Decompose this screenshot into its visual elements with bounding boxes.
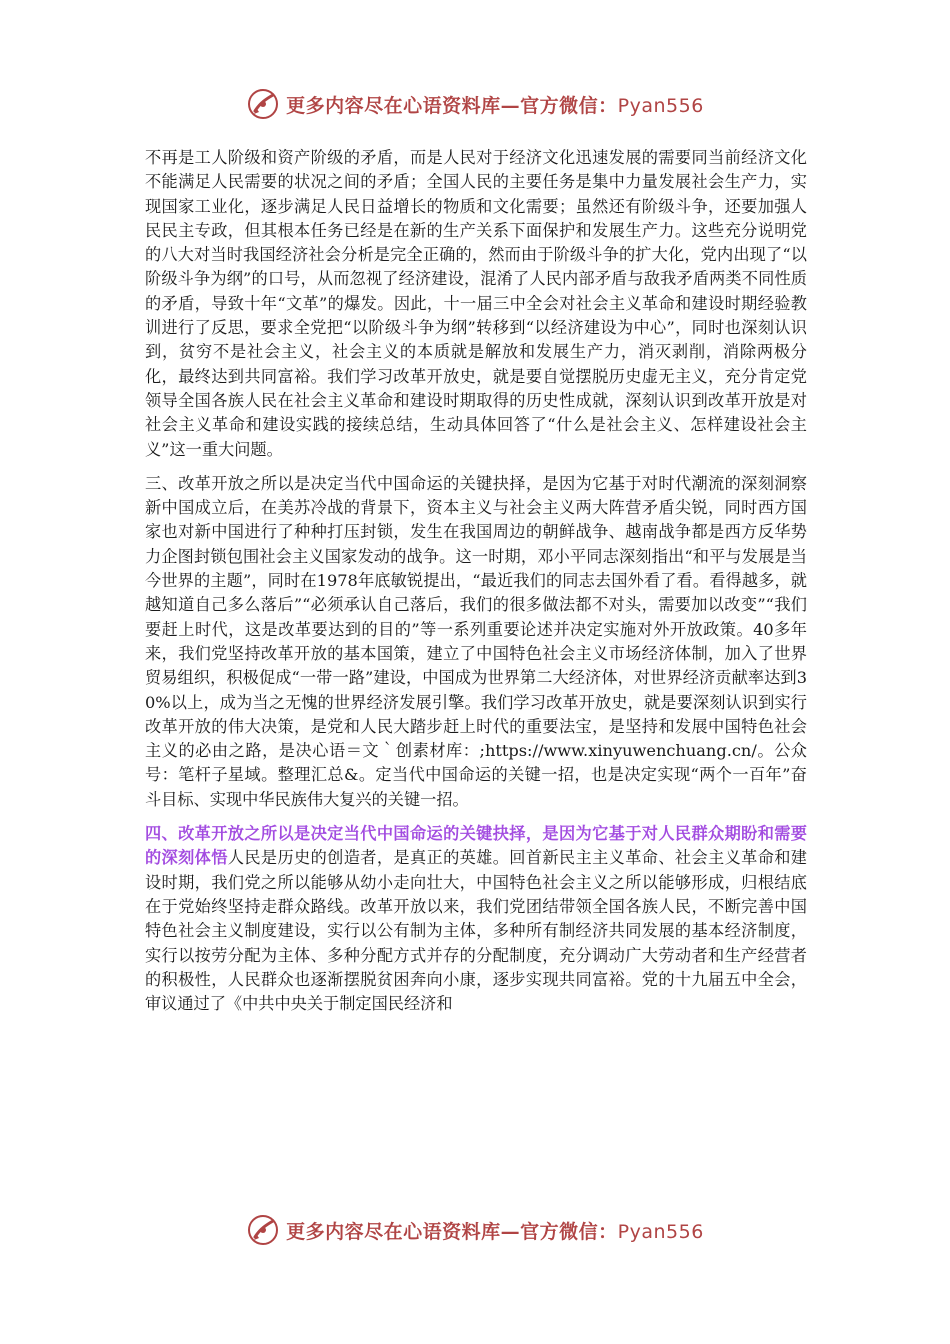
banner-text: 更多内容尽在心语资料库—官方微信：Pyan556 <box>286 1220 704 1243</box>
paragraph-3-text: 人民是历史的创造者，是真正的英雄。回首新民主主义革命、社会主义革命和建设时期，我们党之所以能够从幼小走向壮大，中国特色社会主义之所以能够形成，归根结底在于党始终坚持走群众路线。改革开放以来，我们党团结带领全国各族人民，不断完善中国特色社会主义制度建设，实行以公有制为主体，多种所有制经济共同发展的基本经济制度，实行以按劳分配为主体、多种分配方式并存的分配制度，充分调动广大劳动者和生产经营者的积极性，人民群众也逐渐摆脱贫困奔向小康，逐步实现共同富裕。党的十九届五中全会，审议通过了《中共中央关于制定国民经济和 <box>145 848 807 1014</box>
pen-stamp-logo-icon <box>246 87 280 121</box>
banner-text: 更多内容尽在心语资料库—官方微信：Pyan556 <box>286 94 704 117</box>
pen-stamp-logo-icon <box>246 1213 280 1247</box>
paragraph-2-text: 三、改革开放之所以是决定当代中国命运的关键抉择，是因为它基于对时代潮流的深刻洞察新中国成立后，在美苏冷战的背景下，资本主义与社会主义两大阵营矛盾尖锐，同时西方国家也对新中国进行了种种打压封锁，发生在我国周边的朝鲜战争、越南战争都是西方反华势力企图封锁包围社会主义国家发动的战争。这一时期，邓小平同志深刻指出“和平与发展是当今世界的主题”，同时在1978年底敏锐提出，“最近我们的同志去国外看了看。看得越多，就越知道自己多么落后”“必须承认自己落后，我们的很多做法都不对头，需要加以改变”“我们要赶上时代，这是改革要达到的目的”等一系列重要论述并决定实施对外开放政策。40多年来，我们党坚持改革开放的基本国策，建立了中国特色社会主义市场经济体制，加入了世界贸易组织，积极促成“一带一路”建设，中国成为世界第二大经济体，对世界经济贡献率达到30%以上，成为当之无愧的世界经济发展引擎。我们学习改革开放史，就是要深刻认识到实行改革开放的伟大决策，是党和人民大踏步赶上时代的重要法宝，是坚持和发展中国特色社会主义的必由之路，是决心语＝文｀创素材库：;https://www.xinyuwenchuang.cn/。公众号：笔杆子星域。整理汇总&。定当代中国命运的关键一招，也是决定实现“两个一百年”奋斗目标、实现中华民族伟大复兴的关键一招。 <box>145 473 807 809</box>
section-heading: 四、改革开放之所以是决定当代中国命运的关键抉择，是因为它基于对人民群众期盼和需要的深刻体悟 <box>145 824 807 868</box>
document-body <box>145 146 807 1026</box>
paragraph-1 <box>145 146 807 462</box>
wechat-id: Pyan556 <box>617 94 704 117</box>
wechat-id: Pyan556 <box>617 1220 704 1243</box>
paragraph-1-text: 不再是工人阶级和资产阶级的矛盾，而是人民对于经济文化迅速发展的需要同当前经济文化不能满足人民需要的状况之间的矛盾；全国人民的主要任务是集中力量发展社会生产力，实现国家工业化，逐步满足人民日益增长的物质和文化需要；虽然还有阶级斗争，还要加强人民民主专政，但其根本任务已经是在新的生产关系下面保护和发展生产力。这些充分说明党的八大对当时我国经济社会分析是完全正确的，然而由于阶级斗争的扩大化，党内出现了“以阶级斗争为纲”的口号，从而忽视了经济建设，混淆了人民内部矛盾与敌我矛盾两类不同性质的矛盾，导致十年“文革”的爆发。因此，十一届三中全会对社会主义革命和建设时期经验教训进行了反思，要求全党把“以阶级斗争为纲”转移到“以经济建设为中心”，同时也深刻认识到，贫穷不是社会主义，社会主义的本质就是解放和发展生产力，消灭剥削，消除两极分化，最终达到共同富裕。我们学习改革开放史，就是要自觉摆脱历史虚无主义，充分肯定党领导全国各族人民在社会主义革命和建设时期取得的历史性成就，深刻认识到改革开放是对社会主义革命和建设实践的接续总结，生动具体回答了“什么是社会主义、怎样建设社会主义”这一重大问题。 <box>145 148 807 459</box>
header-banner <box>0 86 950 122</box>
footer-banner <box>0 1212 950 1248</box>
paragraph-3 <box>145 822 807 1016</box>
paragraph-2 <box>145 472 807 812</box>
